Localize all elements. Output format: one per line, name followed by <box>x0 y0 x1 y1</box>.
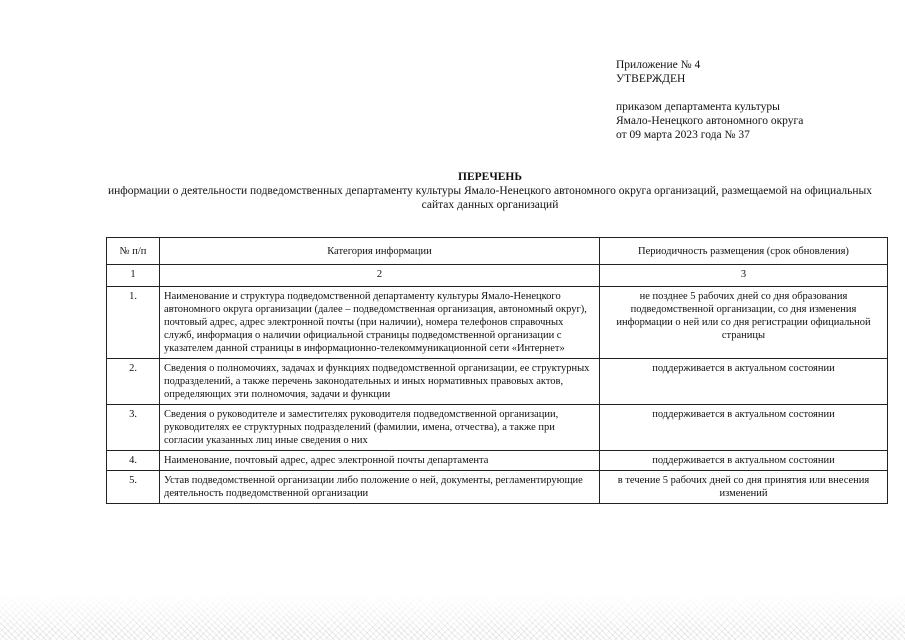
row-number: 5. <box>107 471 160 504</box>
column-number: 2 <box>160 265 600 287</box>
table-row <box>107 405 888 451</box>
row-category: Сведения о полномочиях, задачах и функциях подведомственной организации, ее структурных подразделений, а также перечень законодательных и иных нормативных правовых актов, определяющих эти полномочия, задачи и функции <box>160 359 600 405</box>
row-periodicity: не позднее 5 рабочих дней со дня образования подведомственной организации, со дня изменения информации о ней или со дня регистрации официальной страницы <box>600 287 888 359</box>
order-date-line: от 09 марта 2023 года № 37 <box>616 129 750 141</box>
table-row <box>107 359 888 405</box>
order-line: приказом департамента культуры <box>616 101 780 113</box>
row-category: Устав подведомственной организации либо положение о ней, документы, регламентирующие деятельность подведомственной организации <box>160 471 600 504</box>
approved-label: УТВЕРЖДЕН <box>616 73 686 85</box>
row-number: 4. <box>107 451 160 471</box>
row-number: 1. <box>107 287 160 359</box>
table-row <box>107 471 888 504</box>
table-row <box>107 287 888 359</box>
document-heading <box>100 170 880 212</box>
row-category: Наименование и структура подведомственной департаменту культуры Ямало-Ненецкого автономного округа организации (далее – подведомственная организация, автономный округ), почтовый адрес, адрес электронной почты (при наличии), номера телефонов справочных служб, информация о наличии официальной страницы подведомственной организации с указателем данной страницы в информационно-телекоммуникационной сети «Интернет» <box>160 287 600 359</box>
appendix-number: Приложение № 4 <box>616 59 701 71</box>
row-number: 2. <box>107 359 160 405</box>
header-number: № п/п <box>107 238 160 265</box>
table-header-row <box>107 238 888 265</box>
information-table <box>106 237 888 504</box>
table-row <box>107 451 888 471</box>
column-number-row <box>107 265 888 287</box>
row-periodicity: поддерживается в актуальном состоянии <box>600 405 888 451</box>
spacer <box>616 86 803 100</box>
document-title: ПЕРЕЧЕНЬ <box>458 171 522 183</box>
header-category: Категория информации <box>160 238 600 265</box>
row-periodicity: поддерживается в актуальном состоянии <box>600 359 888 405</box>
document-subtitle: информации о деятельности подведомственных департаменту культуры Ямало-Ненецкого автономного округа организаций, размещаемой на официальных сайтах данных организаций <box>107 185 873 211</box>
scan-noise <box>0 594 905 640</box>
row-periodicity: в течение 5 рабочих дней со дня принятия или внесения изменений <box>600 471 888 504</box>
row-category: Сведения о руководителе и заместителях руководителя подведомственной организации, руководителях ее структурных подразделений (фамилии, имена, отчества), а также при согласии указанных лиц иные сведения о них <box>160 405 600 451</box>
approval-block <box>616 58 803 142</box>
row-periodicity: поддерживается в актуальном состоянии <box>600 451 888 471</box>
column-number: 1 <box>107 265 160 287</box>
region-line: Ямало-Ненецкого автономного округа <box>616 115 804 127</box>
row-category: Наименование, почтовый адрес, адрес электронной почты департамента <box>160 451 600 471</box>
column-number: 3 <box>600 265 888 287</box>
header-periodicity: Периодичность размещения (срок обновления) <box>600 238 888 265</box>
row-number: 3. <box>107 405 160 451</box>
